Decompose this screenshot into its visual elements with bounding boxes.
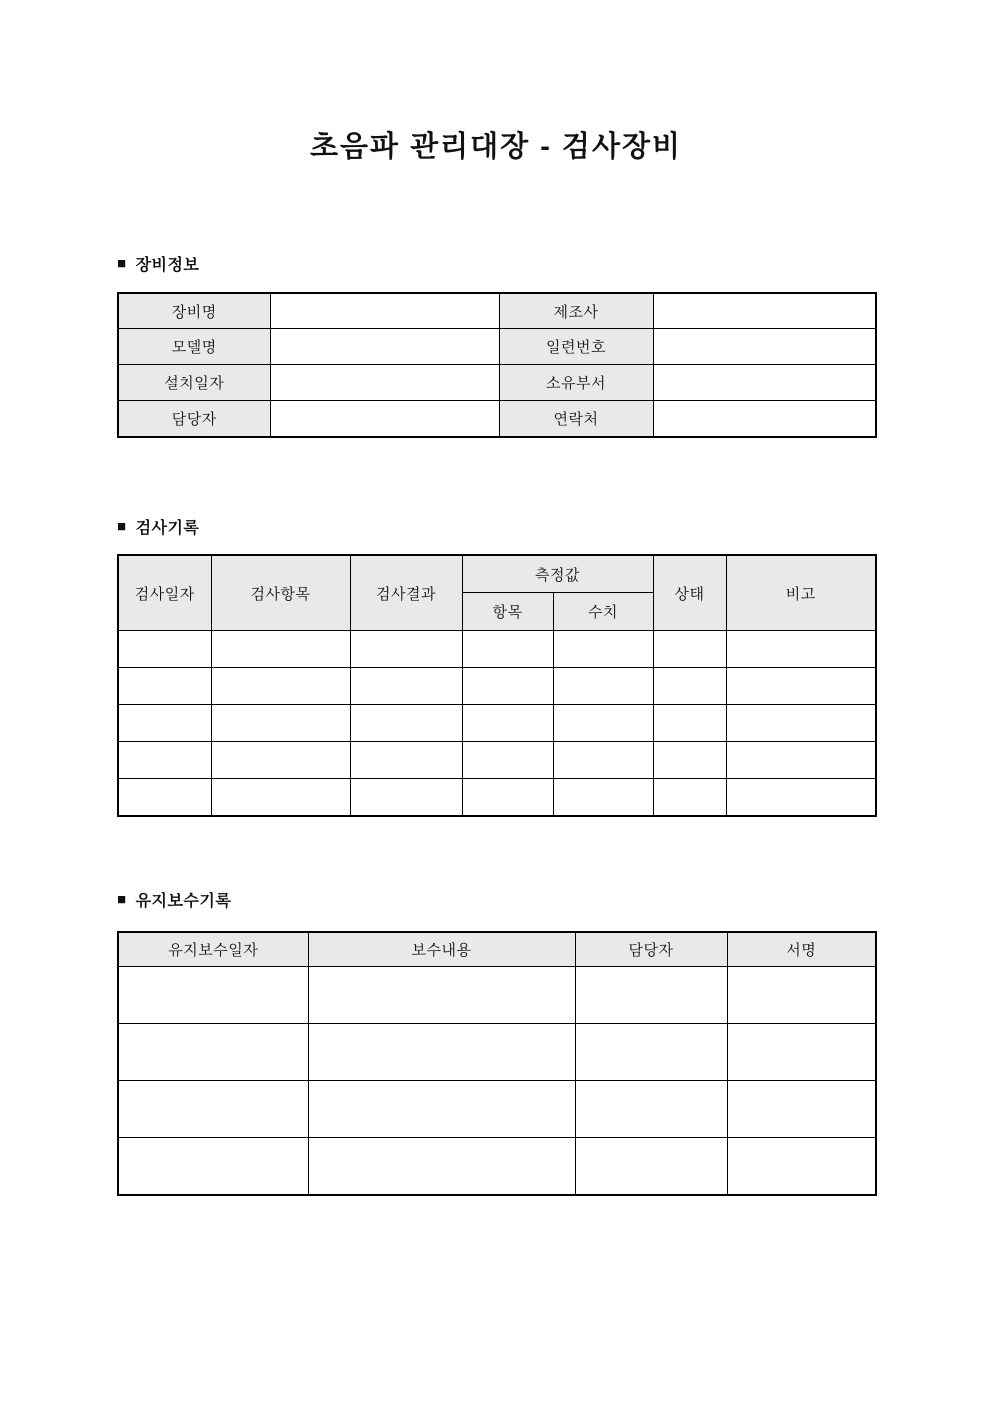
column-header-inspection-result: 검사결과	[350, 555, 462, 631]
empty-cell	[726, 668, 876, 705]
section-heading-label: 장비정보	[135, 256, 200, 274]
empty-cell	[462, 779, 553, 816]
field-value-model-name	[270, 329, 499, 365]
empty-cell	[211, 779, 350, 816]
empty-cell	[118, 779, 211, 816]
empty-cell	[653, 742, 726, 779]
empty-cell	[118, 1138, 308, 1195]
table-row	[118, 365, 876, 401]
maintenance-log-body	[118, 967, 876, 1195]
field-value-person-in-charge	[270, 401, 499, 437]
field-value-equipment-name	[270, 293, 499, 329]
field-value-contact	[653, 401, 876, 437]
empty-cell	[575, 1024, 727, 1081]
empty-cell	[118, 967, 308, 1024]
empty-cell	[462, 742, 553, 779]
empty-cell	[726, 742, 876, 779]
inspection-log-body	[118, 631, 876, 816]
empty-cell	[726, 631, 876, 668]
empty-cell	[350, 668, 462, 705]
field-value-install-date	[270, 365, 499, 401]
empty-cell	[462, 668, 553, 705]
empty-cell	[308, 1138, 575, 1195]
empty-row	[118, 668, 876, 705]
empty-cell	[553, 779, 653, 816]
empty-cell	[553, 668, 653, 705]
maintenance-log-table	[117, 931, 877, 1196]
empty-cell	[211, 631, 350, 668]
empty-row	[118, 1081, 876, 1138]
field-value-owning-department	[653, 365, 876, 401]
empty-cell	[653, 705, 726, 742]
document-title: 초음파 관리대장 - 검사장비	[310, 131, 682, 163]
column-header-signature: 서명	[727, 932, 876, 967]
section-heading-label: 검사기록	[135, 519, 200, 537]
inspection-log-table	[117, 554, 877, 817]
empty-cell	[726, 779, 876, 816]
column-header-person-in-charge: 담당자	[575, 932, 727, 967]
empty-cell	[575, 967, 727, 1024]
empty-cell	[653, 668, 726, 705]
empty-cell	[462, 631, 553, 668]
empty-cell	[726, 705, 876, 742]
empty-cell	[350, 779, 462, 816]
column-header-maintenance-date: 유지보수일자	[118, 932, 308, 967]
empty-cell	[350, 705, 462, 742]
column-header-inspection-date: 검사일자	[118, 555, 211, 631]
field-label-install-date: 설치일자	[118, 365, 270, 401]
column-header-measurement-item: 항목	[462, 593, 553, 631]
column-header-maintenance-content: 보수내용	[308, 932, 575, 967]
field-label-model-name: 모델명	[118, 329, 270, 365]
empty-row	[118, 1138, 876, 1195]
section-marker-icon: ■	[117, 254, 127, 272]
empty-cell	[308, 1081, 575, 1138]
empty-cell	[653, 779, 726, 816]
field-value-serial-number	[653, 329, 876, 365]
empty-cell	[575, 1138, 727, 1195]
empty-row	[118, 631, 876, 668]
column-header-inspection-item: 검사항목	[211, 555, 350, 631]
empty-row	[118, 705, 876, 742]
empty-cell	[653, 631, 726, 668]
empty-cell	[118, 1024, 308, 1081]
empty-cell	[350, 742, 462, 779]
empty-cell	[553, 705, 653, 742]
section-heading-label: 유지보수기록	[135, 892, 232, 910]
field-label-person-in-charge: 담당자	[118, 401, 270, 437]
field-label-contact: 연락처	[499, 401, 653, 437]
empty-row	[118, 779, 876, 816]
field-label-manufacturer: 제조사	[499, 293, 653, 329]
header-row	[118, 932, 876, 967]
column-header-measurement-group: 측정값	[462, 555, 653, 593]
header-row	[118, 555, 876, 593]
column-header-status: 상태	[653, 555, 726, 631]
empty-cell	[118, 631, 211, 668]
empty-cell	[118, 1081, 308, 1138]
field-value-manufacturer	[653, 293, 876, 329]
empty-cell	[462, 705, 553, 742]
empty-cell	[211, 705, 350, 742]
section-heading-inspection-log	[117, 515, 875, 538]
section-marker-icon: ■	[117, 890, 127, 908]
empty-cell	[118, 668, 211, 705]
empty-cell	[211, 668, 350, 705]
empty-row	[118, 742, 876, 779]
empty-cell	[308, 967, 575, 1024]
empty-row	[118, 1024, 876, 1081]
field-label-serial-number: 일련번호	[499, 329, 653, 365]
empty-cell	[727, 967, 876, 1024]
empty-cell	[575, 1081, 727, 1138]
empty-cell	[727, 1024, 876, 1081]
equipment-info-table	[117, 292, 877, 438]
column-header-measurement-value: 수치	[553, 593, 653, 631]
empty-cell	[553, 631, 653, 668]
field-label-equipment-name: 장비명	[118, 293, 270, 329]
empty-cell	[350, 631, 462, 668]
column-header-remarks: 비고	[726, 555, 876, 631]
empty-cell	[727, 1081, 876, 1138]
document-page	[117, 0, 875, 1196]
empty-cell	[118, 705, 211, 742]
field-label-owning-department: 소유부서	[499, 365, 653, 401]
table-row	[118, 293, 876, 329]
empty-cell	[308, 1024, 575, 1081]
table-row	[118, 401, 876, 437]
empty-cell	[553, 742, 653, 779]
empty-cell	[211, 742, 350, 779]
empty-row	[118, 967, 876, 1024]
table-row	[118, 329, 876, 365]
section-marker-icon: ■	[117, 517, 127, 535]
empty-cell	[118, 742, 211, 779]
section-heading-maintenance-log	[117, 888, 875, 911]
section-heading-equipment-info	[117, 252, 875, 275]
empty-cell	[727, 1138, 876, 1195]
